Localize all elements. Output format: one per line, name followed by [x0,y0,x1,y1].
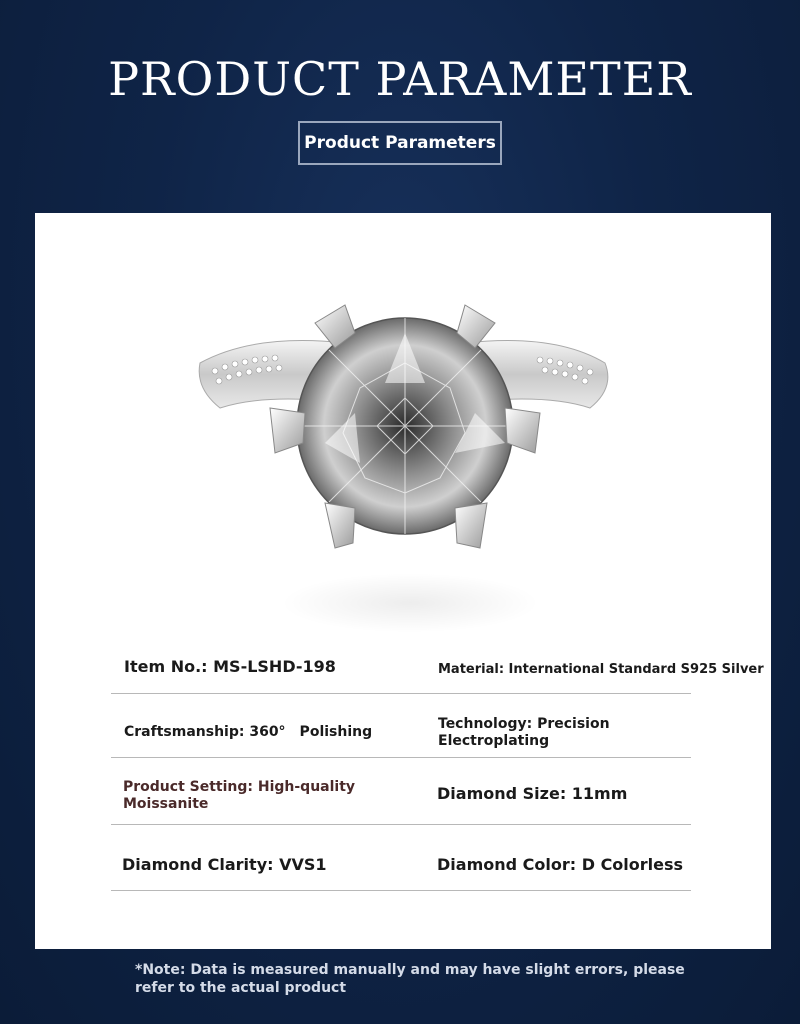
page-headline: PRODUCT PARAMETER [108,52,692,106]
spec-technology: Technology: Precision Electroplating [438,716,610,749]
ring-image [195,293,615,573]
divider [111,824,691,825]
spec-material: Material: International Standard S925 Silver [438,662,764,677]
divider [111,693,691,694]
spec-craftsmanship: Craftsmanship: 360° Polishing [124,724,373,740]
section-badge: Product Parameters [298,121,502,165]
spec-item-no: Item No.: MS-LSHD-198 [124,657,336,676]
divider [111,890,691,891]
spec-color: Diamond Color: D Colorless [437,855,684,874]
ring-shadow [280,573,540,633]
spec-clarity: Diamond Clarity: VVS1 [122,855,327,874]
footnote: *Note: Data is measured manually and may have slight errors, please refer to the actual product [135,962,685,996]
product-card [35,213,771,949]
spec-setting: Product Setting: High-quality Moissanite [123,779,356,812]
spec-size: Diamond Size: 11mm [437,784,628,803]
divider [111,757,691,758]
